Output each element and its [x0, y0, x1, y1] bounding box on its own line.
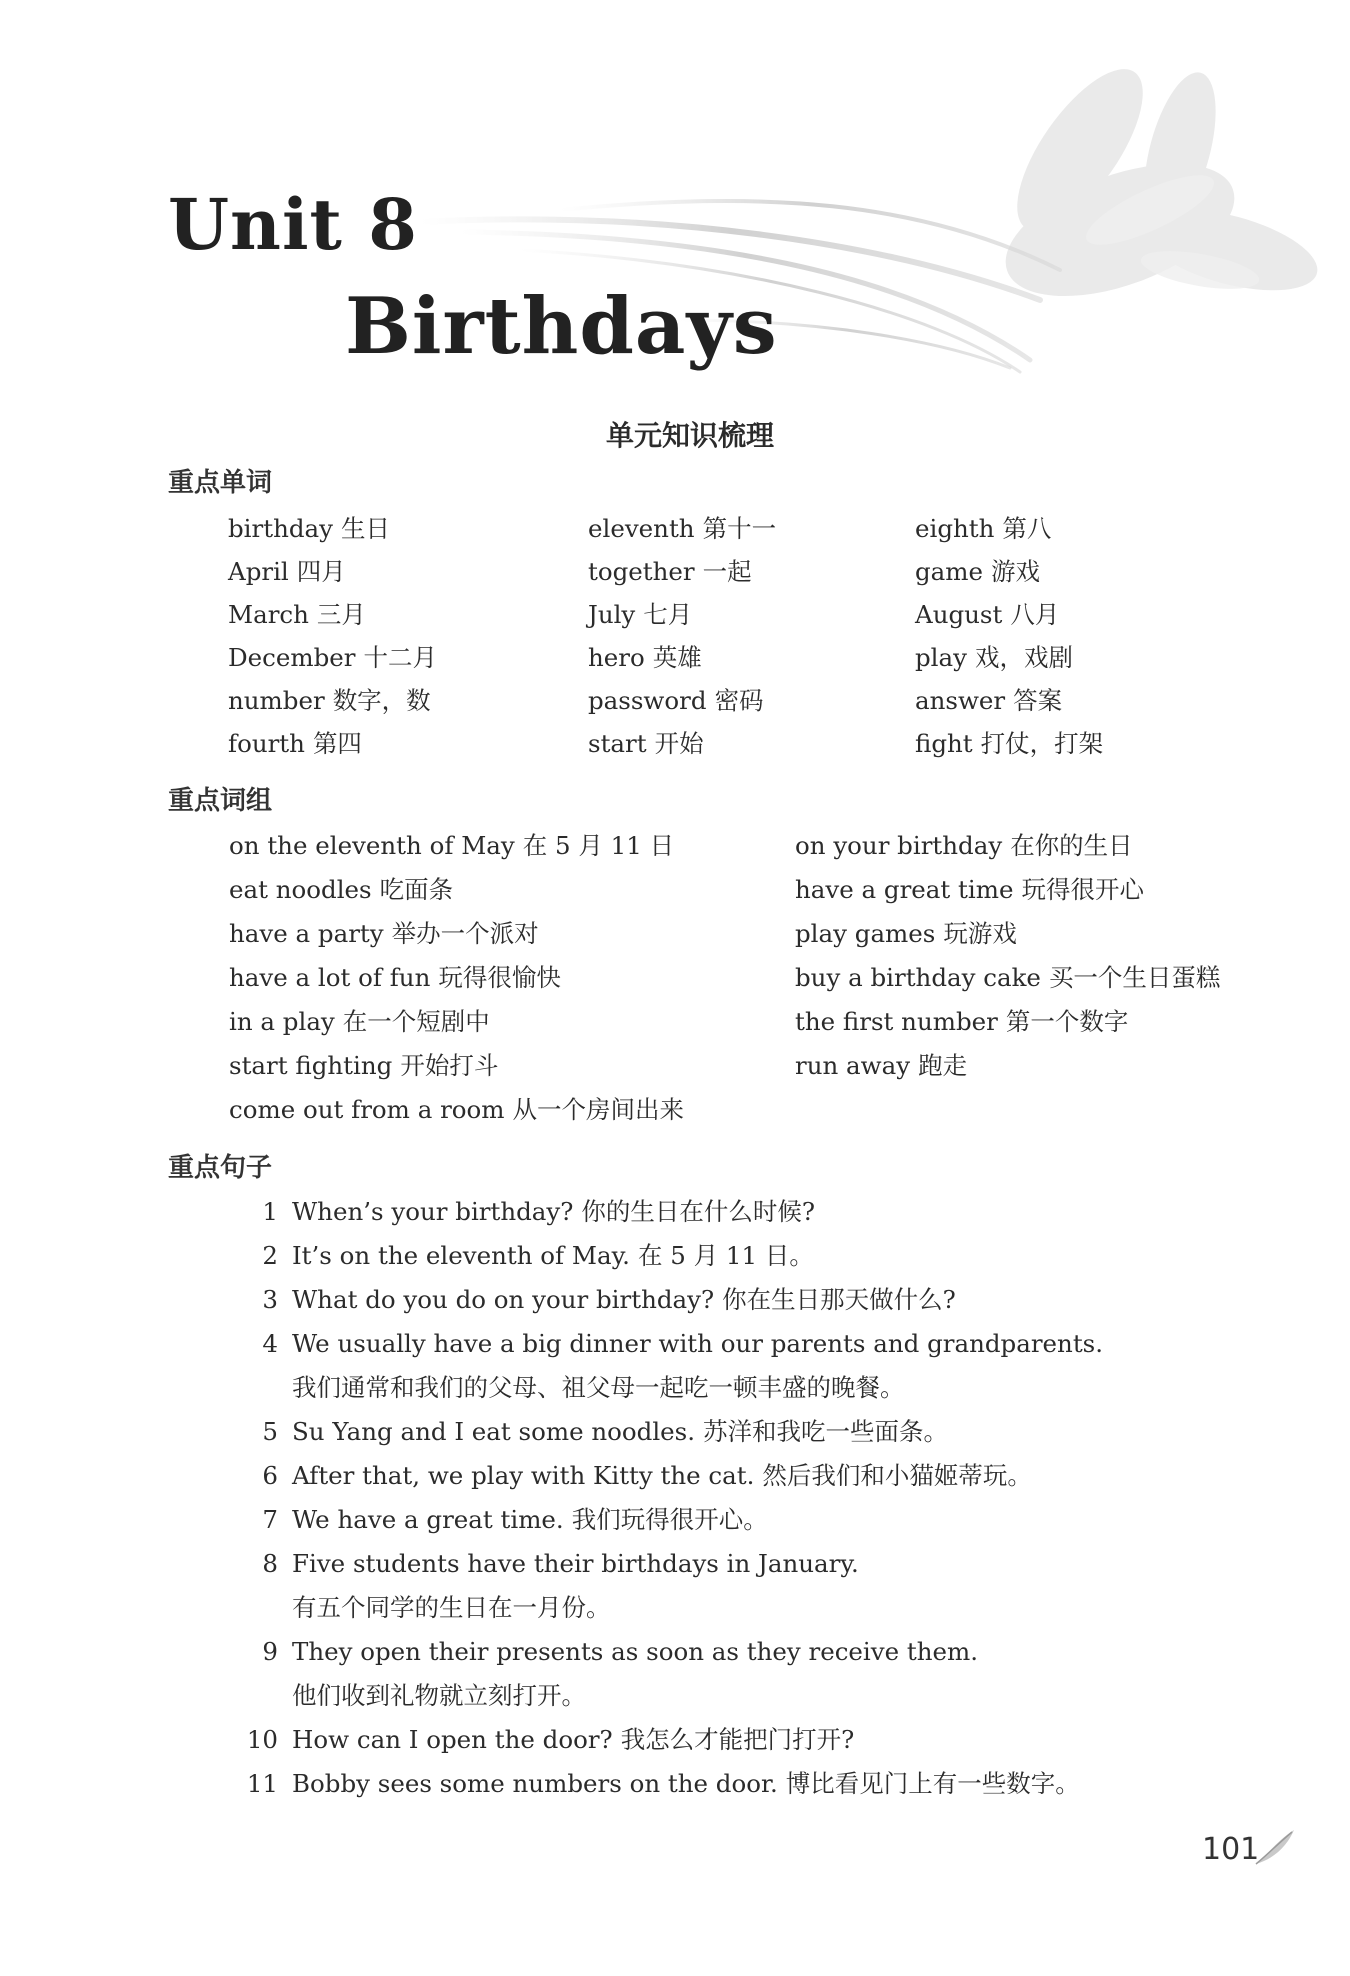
sentence-item: [234, 1498, 1244, 1542]
vocab-entry: [588, 722, 915, 765]
sentence-chinese: 你的生日在什么时候?: [581, 1197, 816, 1226]
vocab-entry: [588, 636, 915, 679]
sentence-english: After that, we play with Kitty the cat.: [292, 1461, 755, 1490]
vocab-chinese: 买一个生日蛋糕: [1048, 963, 1221, 992]
vocab-english: buy a birthday cake: [795, 963, 1041, 992]
vocab-entry: [228, 636, 588, 679]
vocab-english: together: [588, 557, 695, 586]
vocab-english: birthday: [228, 514, 333, 543]
vocab-entry: [228, 679, 588, 722]
sentence-item: [234, 1322, 1244, 1410]
vocab-chinese: 玩游戏: [943, 919, 1017, 948]
sentence-item: [234, 1718, 1244, 1762]
vocab-entry: [228, 722, 588, 765]
vocab-entry: [229, 824, 795, 868]
sentence-item: [234, 1542, 1244, 1630]
vocab-english: hero: [588, 643, 645, 672]
vocab-english: game: [915, 557, 984, 586]
sentence-english: How can I open the door?: [292, 1725, 613, 1754]
vocab-entry: [228, 550, 588, 593]
section-title: 单元知识梳理: [605, 419, 774, 452]
vocab-chinese: 数字，数: [332, 686, 431, 715]
vocab-chinese: 一起: [702, 557, 752, 586]
sentence-item: [234, 1630, 1244, 1718]
sentence-number: 10: [246, 1725, 278, 1754]
vocab-english: eighth: [915, 514, 995, 543]
vocab-english: August: [915, 600, 1003, 629]
key-sentences-heading: 重点句子: [168, 1153, 273, 1183]
vocab-entry: [795, 1000, 1249, 1044]
vocab-entry: [795, 1044, 1249, 1088]
sentence-chinese: 有五个同学的生日在一月份。: [292, 1593, 611, 1622]
sentence-item: [234, 1762, 1244, 1806]
vocab-chinese: 在一个短剧中: [342, 1007, 490, 1036]
vocab-english: on your birthday: [795, 831, 1003, 860]
key-phrases-heading: 重点词组: [168, 786, 273, 816]
vocab-entry: [915, 593, 1215, 636]
vocab-entry: [588, 593, 915, 636]
sentence-english: Five students have their birthdays in January.: [292, 1549, 859, 1578]
sentence-number: 2: [262, 1241, 278, 1270]
sentence-item: [234, 1278, 1244, 1322]
sentence-item: [234, 1234, 1244, 1278]
vocab-entry: [915, 679, 1215, 722]
vocab-english: December: [228, 643, 356, 672]
leaf-icon: [1252, 1826, 1298, 1868]
vocab-chinese: 第一个数字: [1005, 1007, 1129, 1036]
sentence-english: Su Yang and I eat some noodles.: [292, 1417, 696, 1446]
key-words-heading: 重点单词: [168, 468, 273, 498]
sentence-english: What do you do on your birthday?: [292, 1285, 715, 1314]
vocab-chinese: 开始: [654, 729, 704, 758]
vocab-english: fight: [915, 729, 973, 758]
sentence-english: We have a great time.: [292, 1505, 564, 1534]
vocab-entry: [229, 1044, 795, 1088]
vocab-chinese: 游戏: [991, 557, 1041, 586]
sentence-chinese: 然后我们和小猫姬蒂玩。: [762, 1461, 1032, 1490]
vocab-chinese: 从一个房间出来: [512, 1095, 685, 1124]
sentence-english: We usually have a big dinner with our parents and grandparents.: [292, 1329, 1104, 1358]
sentence-number: 5: [262, 1417, 278, 1446]
vocab-entry: [588, 550, 915, 593]
vocab-chinese: 答案: [1013, 686, 1063, 715]
page-number: 101: [1202, 1832, 1260, 1867]
vocab-english: have a party: [229, 919, 384, 948]
vocab-english: eat noodles: [229, 875, 372, 904]
vocab-entry: [915, 550, 1215, 593]
vocab-chinese: 第十一: [702, 514, 777, 543]
sentence-chinese: 在 5 月 11 日。: [637, 1241, 814, 1270]
vocab-entry: [795, 956, 1249, 1000]
vocab-chinese: 戏，戏剧: [974, 643, 1073, 672]
vocab-chinese: 三月: [316, 600, 366, 629]
vocab-chinese: 八月: [1010, 600, 1060, 629]
vocab-entry: [229, 868, 795, 912]
vocab-entry: [229, 956, 795, 1000]
vocab-english: July: [588, 600, 636, 629]
sentence-number: 8: [262, 1549, 278, 1578]
vocab-english: on the eleventh of May: [229, 831, 515, 860]
vocab-english: April: [228, 557, 289, 586]
vocab-english: fourth: [228, 729, 305, 758]
sentence-item: [234, 1410, 1244, 1454]
vocab-entry: [229, 1088, 795, 1132]
vocab-chinese: 跑走: [918, 1051, 968, 1080]
vocab-english: play: [915, 643, 967, 672]
sentence-item: [234, 1190, 1244, 1234]
vocab-english: have a lot of fun: [229, 963, 431, 992]
vocab-entry: [795, 824, 1249, 868]
vocab-english: in a play: [229, 1007, 335, 1036]
vocab-chinese: 密码: [714, 686, 764, 715]
sentence-chinese: 苏洋和我吃一些面条。: [703, 1417, 949, 1446]
vocab-entry: [229, 912, 795, 956]
sentence-item: [234, 1454, 1244, 1498]
sentence-number: 11: [246, 1769, 278, 1798]
vocab-entry: [915, 636, 1215, 679]
vocab-chinese: 第四: [312, 729, 362, 758]
sentence-english: It’s on the eleventh of May.: [292, 1241, 630, 1270]
vocab-english: come out from a room: [229, 1095, 505, 1124]
sentence-english: When’s your birthday?: [292, 1197, 574, 1226]
sentence-number: 4: [262, 1329, 278, 1358]
vocab-entry: [588, 679, 915, 722]
vocab-chinese: 英雄: [652, 643, 702, 672]
vocab-english: have a great time: [795, 875, 1014, 904]
sentence-number: 7: [262, 1505, 278, 1534]
vocab-chinese: 开始打斗: [400, 1051, 499, 1080]
vocab-english: answer: [915, 686, 1006, 715]
vocab-chinese: 在你的生日: [1010, 831, 1133, 860]
sentence-chinese: 他们收到礼物就立刻打开。: [292, 1681, 586, 1710]
vocab-english: start: [588, 729, 647, 758]
sentence-number: 1: [262, 1197, 278, 1226]
sentence-number: 9: [262, 1637, 278, 1666]
key-words-grid: [228, 507, 1208, 765]
unit-title: Birthdays: [345, 281, 778, 372]
sentence-chinese: 博比看见门上有一些数字。: [785, 1769, 1080, 1798]
vocab-chinese: 吃面条: [379, 875, 454, 904]
vocab-chinese: 玩得很愉快: [438, 963, 561, 992]
vocab-chinese: 第八: [1002, 514, 1052, 543]
vocab-entry: [229, 1000, 795, 1044]
sentence-number: 6: [262, 1461, 278, 1490]
sentence-chinese: 我们通常和我们的父母、祖父母一起吃一顿丰盛的晚餐。: [292, 1373, 905, 1402]
vocab-chinese: 生日: [341, 514, 390, 543]
vocab-chinese: 十二月: [363, 643, 437, 672]
sentence-english: Bobby sees some numbers on the door.: [292, 1769, 778, 1798]
sentence-number: 3: [262, 1285, 278, 1314]
sentence-english: They open their presents as soon as they receive them.: [292, 1637, 979, 1666]
vocab-chinese: 打仗，打架: [980, 729, 1104, 758]
vocab-chinese: 四月: [296, 557, 346, 586]
vocab-english: play games: [795, 919, 936, 948]
key-sentences-list: [234, 1190, 1244, 1806]
vocab-entry: [228, 593, 588, 636]
vocab-entry: [915, 722, 1215, 765]
vocab-english: number: [228, 686, 325, 715]
vocab-entry: [795, 1088, 1249, 1132]
vocab-entry: [588, 507, 915, 550]
vocab-chinese: 七月: [643, 600, 693, 629]
vocab-chinese: 在 5 月 11 日: [522, 831, 675, 860]
vocab-english: password: [588, 686, 707, 715]
vocab-chinese: 玩得很开心: [1021, 875, 1144, 904]
vocab-entry: [228, 507, 588, 550]
unit-label: Unit 8: [168, 183, 418, 266]
vocab-english: eleventh: [588, 514, 695, 543]
vocab-chinese: 举办一个派对: [391, 919, 539, 948]
key-phrases-grid: [229, 824, 1249, 1132]
vocab-entry: [795, 912, 1249, 956]
vocab-english: March: [228, 600, 309, 629]
vocab-english: start fighting: [229, 1051, 393, 1080]
vocab-english: the first number: [795, 1007, 998, 1036]
vocab-entry: [795, 868, 1249, 912]
sentence-chinese: 我怎么才能把门打开?: [620, 1725, 855, 1754]
vocab-entry: [915, 507, 1215, 550]
vocab-english: run away: [795, 1051, 911, 1080]
sentence-chinese: 你在生日那天做什么?: [722, 1285, 956, 1314]
sentence-chinese: 我们玩得很开心。: [571, 1505, 768, 1534]
